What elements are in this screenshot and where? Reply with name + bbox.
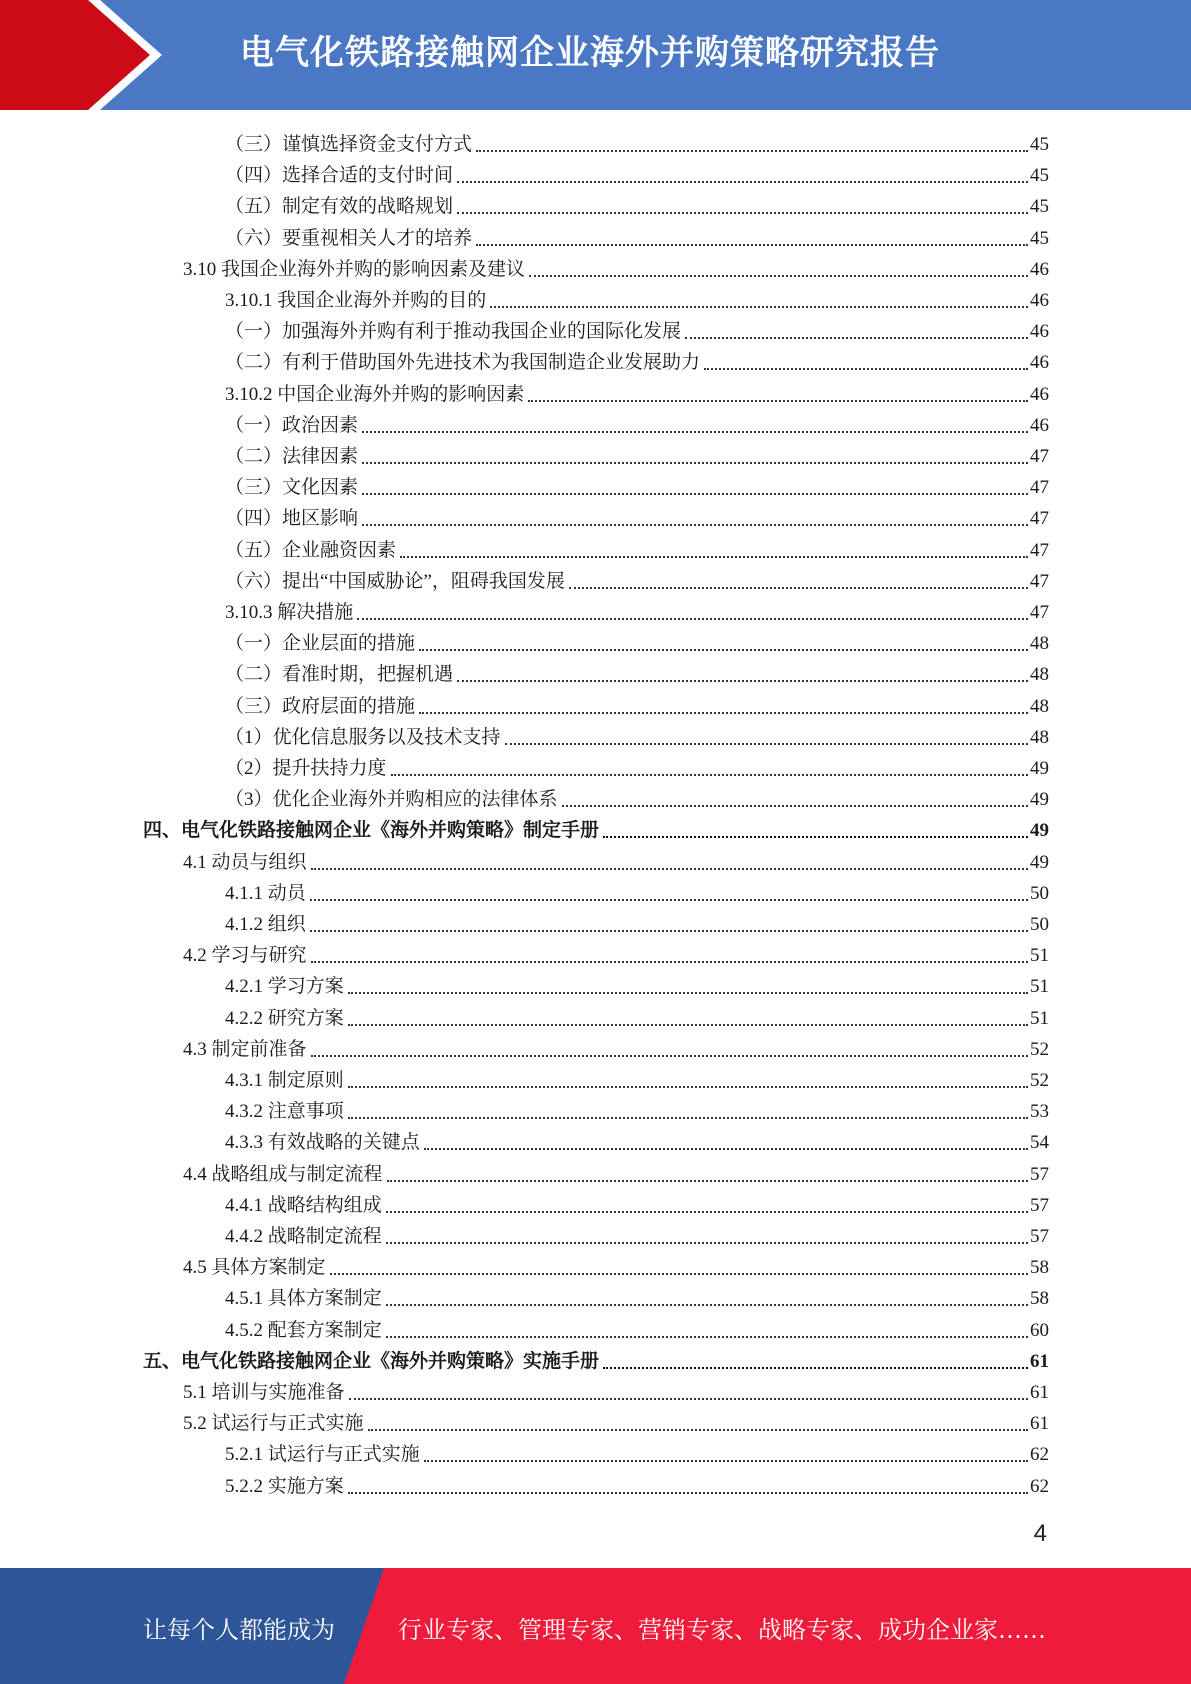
toc-entry[interactable] [225, 1094, 1049, 1125]
toc-entry-title: 4.5.2 配套方案制定 [225, 1320, 382, 1341]
toc-entry-title: 4.1 动员与组织 [183, 852, 307, 873]
toc-entry-title: 4.3 制定前准备 [183, 1039, 307, 1060]
toc-entry[interactable] [225, 1313, 1049, 1344]
toc-entry-title: 4.2 学习与研究 [183, 945, 307, 966]
toc-entry[interactable] [225, 533, 1049, 564]
toc-dot-leader [386, 1242, 1028, 1244]
toc-entry[interactable] [225, 408, 1049, 439]
toc-entry[interactable] [183, 1157, 1049, 1188]
toc-entry[interactable] [225, 689, 1049, 720]
toc-entry[interactable] [225, 221, 1049, 252]
toc-entry-page: 50 [1030, 914, 1049, 935]
toc-entry[interactable] [225, 501, 1049, 532]
toc-entry-page: 52 [1030, 1039, 1049, 1060]
toc-entry[interactable] [225, 1188, 1049, 1219]
toc-dot-leader [311, 1055, 1028, 1057]
toc-entry-title: （2）提升扶持力度 [225, 758, 387, 779]
toc-entry-title: 5.2 试运行与正式实施 [183, 1413, 364, 1434]
toc-entry[interactable] [183, 252, 1049, 283]
toc-entry-page: 48 [1030, 664, 1049, 685]
toc-entry-title: 4.3.3 有效战略的关键点 [225, 1132, 420, 1153]
header-banner [0, 0, 1191, 110]
toc-entry-page: 49 [1030, 789, 1049, 810]
toc-entry-page: 61 [1030, 1351, 1049, 1372]
toc-entry-page: 61 [1030, 1413, 1049, 1434]
toc-entry-title: （三）文化因素 [225, 477, 359, 498]
toc-entry-page: 47 [1030, 477, 1049, 498]
toc-entry-page: 48 [1030, 633, 1049, 654]
toc-dot-leader [330, 1273, 1028, 1275]
toc-dot-leader [603, 836, 1028, 838]
toc-entry[interactable] [225, 720, 1049, 751]
toc-entry-title: 4.5 具体方案制定 [183, 1257, 326, 1278]
toc-entry[interactable] [225, 751, 1049, 782]
toc-entry[interactable] [143, 1344, 1049, 1375]
toc-entry-title: （二）有利于借助国外先进技术为我国制造企业发展助力 [225, 352, 701, 373]
toc-entry-page: 45 [1030, 228, 1049, 249]
toc-dot-leader [476, 150, 1028, 152]
toc-entry-title: 4.4 战略组成与制定流程 [183, 1164, 383, 1185]
toc-entry[interactable] [225, 314, 1049, 345]
toc-entry[interactable] [225, 626, 1049, 657]
toc-entry-page: 48 [1030, 696, 1049, 717]
toc-entry-page: 45 [1030, 165, 1049, 186]
toc-dot-leader [311, 961, 1028, 963]
toc-dot-leader [311, 868, 1028, 870]
toc-entry-page: 51 [1030, 1008, 1049, 1029]
toc-dot-leader [387, 1180, 1028, 1182]
toc-entry-title: 五、电气化铁路接触网企业《海外并购策略》实施手册 [143, 1351, 600, 1372]
toc-entry-page: 57 [1030, 1164, 1049, 1185]
toc-entry-title: 4.1.1 动员 [225, 883, 306, 904]
toc-dot-leader [424, 1460, 1028, 1462]
toc-entry-page: 62 [1030, 1476, 1049, 1497]
toc-dot-leader [386, 1304, 1028, 1306]
toc-dot-leader [476, 244, 1028, 246]
toc-entry-page: 49 [1030, 820, 1049, 841]
toc-entry-title: 4.5.1 具体方案制定 [225, 1288, 382, 1309]
toc-dot-leader [419, 712, 1028, 714]
toc-entry-title: 3.10 我国企业海外并购的影响因素及建议 [183, 259, 526, 280]
toc-entry-page: 46 [1030, 415, 1049, 436]
toc-dot-leader [457, 181, 1028, 183]
toc-entry-page: 49 [1030, 758, 1049, 779]
toc-entry-title: 4.3.2 注意事项 [225, 1101, 344, 1122]
toc-entry[interactable] [225, 1125, 1049, 1156]
toc-entry[interactable] [183, 1406, 1049, 1437]
header-red-arrow [0, 0, 150, 110]
toc-entry-title: （一）企业层面的措施 [225, 633, 416, 654]
toc-entry-title: 4.4.1 战略结构组成 [225, 1195, 382, 1216]
toc-entry[interactable] [225, 657, 1049, 688]
toc-entry-page: 60 [1030, 1320, 1049, 1341]
toc-dot-leader [348, 1024, 1028, 1026]
toc-entry-title: （四）选择合适的支付时间 [225, 165, 454, 186]
toc-dot-leader [505, 743, 1028, 745]
toc-entry[interactable] [225, 158, 1049, 189]
toc-entry[interactable] [225, 969, 1049, 1000]
toc-entry-page: 45 [1030, 196, 1049, 217]
toc-entry[interactable] [225, 127, 1049, 158]
toc-entry[interactable] [225, 283, 1049, 314]
toc-entry-title: （1）优化信息服务以及技术支持 [225, 727, 501, 748]
toc-entry[interactable] [225, 1063, 1049, 1094]
toc-dot-leader [386, 1336, 1028, 1338]
toc-entry[interactable] [225, 377, 1049, 408]
toc-entry[interactable] [225, 345, 1049, 376]
toc-entry-title: 4.3.1 制定原则 [225, 1070, 344, 1091]
toc-entry-page: 53 [1030, 1101, 1049, 1122]
toc-entry-page: 47 [1030, 571, 1049, 592]
toc-entry[interactable] [225, 595, 1049, 626]
page-number: 4 [1033, 1520, 1047, 1547]
toc-dot-leader [348, 1117, 1028, 1119]
toc-entry-title: 3.10.1 我国企业海外并购的目的 [225, 290, 487, 311]
toc-entry-title: 4.1.2 组织 [225, 914, 306, 935]
toc-dot-leader [457, 680, 1028, 682]
toc-entry-page: 46 [1030, 321, 1049, 342]
toc-dot-leader [362, 493, 1028, 495]
toc-entry[interactable] [225, 439, 1049, 470]
toc-entry-page: 45 [1030, 134, 1049, 155]
toc-dot-leader [310, 930, 1028, 932]
toc-entry[interactable] [225, 564, 1049, 595]
toc-entry-title: 4.4.2 战略制定流程 [225, 1226, 382, 1247]
toc-entry-page: 61 [1030, 1382, 1049, 1403]
toc-entry[interactable] [225, 1469, 1049, 1500]
toc-dot-leader [529, 275, 1028, 277]
toc-entry-title: 5.2.2 实施方案 [225, 1476, 344, 1497]
toc-entry-title: （三）政府层面的措施 [225, 696, 416, 717]
toc-entry[interactable] [183, 1250, 1049, 1281]
toc-entry[interactable] [225, 1219, 1049, 1250]
toc-entry-page: 51 [1030, 945, 1049, 966]
toc-entry-page: 49 [1030, 852, 1049, 873]
toc-entry-title: 四、电气化铁路接触网企业《海外并购策略》制定手册 [143, 820, 600, 841]
toc-entry[interactable] [225, 1001, 1049, 1032]
toc-entry-title: （五）制定有效的战略规划 [225, 196, 454, 217]
toc-entry-title: 4.2.2 研究方案 [225, 1008, 344, 1029]
toc-dot-leader [490, 306, 1028, 308]
toc-entry-page: 58 [1030, 1288, 1049, 1309]
toc-entry[interactable] [183, 938, 1049, 969]
toc-entry-title: 5.1 培训与实施准备 [183, 1382, 345, 1403]
toc-entry-title: （四）地区影响 [225, 508, 359, 529]
toc-entry-title: （六）要重视相关人才的培养 [225, 228, 473, 249]
toc-dot-leader [424, 1148, 1028, 1150]
report-title: 电气化铁路接触网企业海外并购策略研究报告 [240, 33, 940, 73]
toc-dot-leader [685, 337, 1028, 339]
toc-entry-page: 48 [1030, 727, 1049, 748]
toc-dot-leader [362, 524, 1028, 526]
toc-entry-page: 47 [1030, 602, 1049, 623]
toc-entry-page: 62 [1030, 1444, 1049, 1465]
toc-entry-page: 46 [1030, 352, 1049, 373]
toc-entry-title: 4.2.1 学习方案 [225, 976, 344, 997]
toc-dot-leader [457, 212, 1028, 214]
toc-entry-page: 51 [1030, 976, 1049, 997]
toc-dot-leader [603, 1367, 1028, 1369]
toc-dot-leader [528, 400, 1028, 402]
toc-dot-leader [569, 587, 1028, 589]
toc-entry[interactable] [225, 1281, 1049, 1312]
toc-entry[interactable] [143, 813, 1049, 844]
toc-entry[interactable] [225, 907, 1049, 938]
toc-entry-page: 58 [1030, 1257, 1049, 1278]
toc-dot-leader [704, 368, 1028, 370]
toc-entry-page: 47 [1030, 446, 1049, 467]
toc-dot-leader [348, 992, 1028, 994]
toc-entry-title: 3.10.2 中国企业海外并购的影响因素 [225, 384, 525, 405]
toc-dot-leader [349, 1398, 1028, 1400]
toc-entry-title: （二）法律因素 [225, 446, 359, 467]
toc-entry-title: 5.2.1 试运行与正式实施 [225, 1444, 420, 1465]
toc-entry[interactable] [225, 189, 1049, 220]
toc-dot-leader [368, 1429, 1028, 1431]
toc-entry-page: 52 [1030, 1070, 1049, 1091]
toc-entry-title: （二）看准时期，把握机遇 [225, 664, 454, 685]
toc-dot-leader [562, 805, 1028, 807]
toc-entry-page: 47 [1030, 540, 1049, 561]
toc-entry[interactable] [225, 1437, 1049, 1468]
toc-dot-leader [362, 431, 1028, 433]
toc-entry-title: （一）政治因素 [225, 415, 359, 436]
toc-dot-leader [348, 1086, 1028, 1088]
toc-entry-page: 46 [1030, 384, 1049, 405]
toc-entry-title: （三）谨慎选择资金支付方式 [225, 134, 473, 155]
toc-dot-leader [400, 556, 1028, 558]
toc-entry-page: 50 [1030, 883, 1049, 904]
toc-dot-leader [362, 462, 1028, 464]
toc-dot-leader [386, 1211, 1028, 1213]
toc-entry-page: 57 [1030, 1226, 1049, 1247]
toc-entry-page: 47 [1030, 508, 1049, 529]
footer-slogan-roles: 行业专家、管理专家、营销专家、战略专家、成功企业家…… [398, 1616, 1046, 1644]
toc-entry-title: 3.10.3 解决措施 [225, 602, 354, 623]
toc-entry[interactable] [183, 845, 1049, 876]
toc-entry[interactable] [225, 782, 1049, 813]
toc-entry[interactable] [183, 1375, 1049, 1406]
toc-dot-leader [357, 618, 1028, 620]
toc-entry[interactable] [225, 470, 1049, 501]
toc-entry-title: （六）提出“中国威胁论”，阻碍我国发展 [225, 571, 565, 592]
toc-dot-leader [348, 1492, 1028, 1494]
toc-entry-page: 54 [1030, 1132, 1049, 1153]
toc-entry-title: （一）加强海外并购有利于推动我国企业的国际化发展 [225, 321, 682, 342]
toc-entry-title: （3）优化企业海外并购相应的法律体系 [225, 789, 558, 810]
toc-entry-page: 57 [1030, 1195, 1049, 1216]
footer-slogan-lead: 让每个人都能成为 [143, 1616, 335, 1644]
toc-entry-page: 46 [1030, 259, 1049, 280]
toc-entry-title: （五）企业融资因素 [225, 540, 397, 561]
toc-entry[interactable] [183, 1032, 1049, 1063]
toc-entry[interactable] [225, 876, 1049, 907]
toc-dot-leader [419, 649, 1028, 651]
toc-entry-page: 46 [1030, 290, 1049, 311]
toc-dot-leader [391, 774, 1028, 776]
toc-dot-leader [310, 899, 1028, 901]
